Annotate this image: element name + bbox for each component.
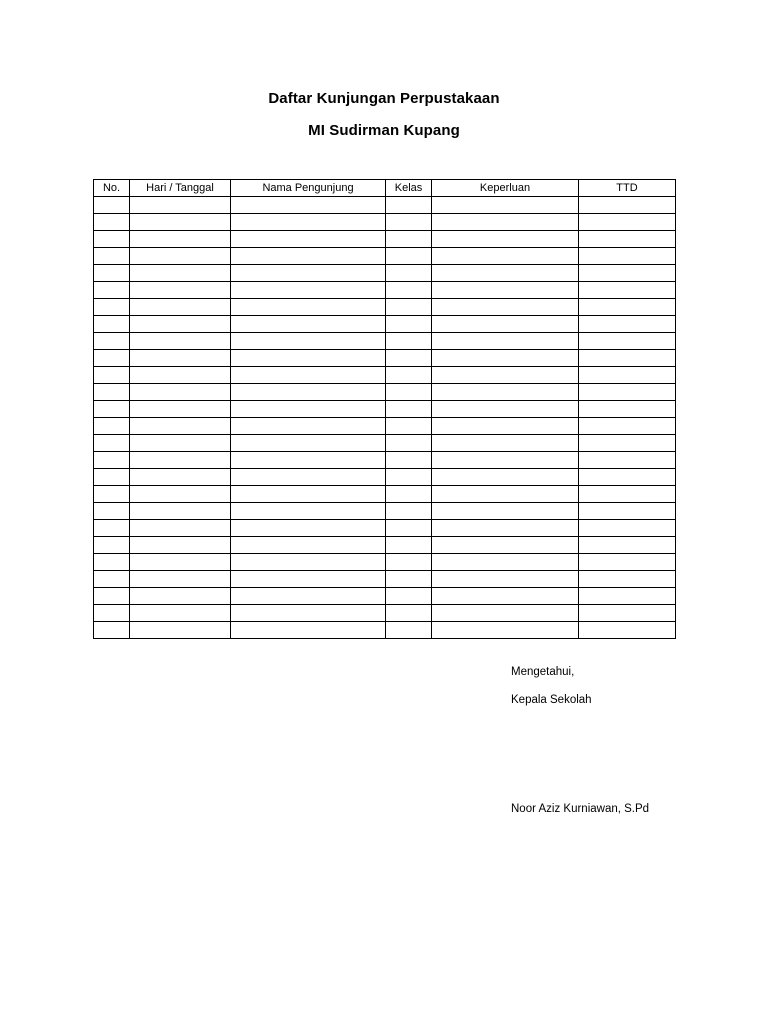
table-cell bbox=[579, 350, 676, 367]
table-cell bbox=[94, 435, 130, 452]
table-cell bbox=[579, 622, 676, 639]
table-cell bbox=[94, 588, 130, 605]
table-cell bbox=[231, 418, 386, 435]
table-cell bbox=[231, 605, 386, 622]
table-cell bbox=[130, 367, 231, 384]
table-row bbox=[94, 384, 676, 401]
table-cell bbox=[94, 316, 130, 333]
table-cell bbox=[94, 384, 130, 401]
table-row bbox=[94, 197, 676, 214]
table-row bbox=[94, 435, 676, 452]
table-cell bbox=[432, 588, 579, 605]
table-cell bbox=[386, 214, 432, 231]
table-cell bbox=[231, 265, 386, 282]
table-cell bbox=[579, 452, 676, 469]
table-cell bbox=[231, 231, 386, 248]
table-cell bbox=[386, 197, 432, 214]
visitor-log-table bbox=[93, 179, 676, 639]
table-cell bbox=[579, 520, 676, 537]
table-row bbox=[94, 350, 676, 367]
table-cell bbox=[130, 435, 231, 452]
table-cell bbox=[579, 231, 676, 248]
table-cell bbox=[231, 384, 386, 401]
table-cell bbox=[130, 282, 231, 299]
table-cell bbox=[432, 401, 579, 418]
table-cell bbox=[386, 418, 432, 435]
table-cell bbox=[94, 418, 130, 435]
table-cell bbox=[231, 333, 386, 350]
table-cell bbox=[94, 333, 130, 350]
table-cell bbox=[94, 622, 130, 639]
table-cell bbox=[231, 248, 386, 265]
acknowledged-label: Mengetahui, bbox=[511, 666, 575, 678]
table-cell bbox=[94, 571, 130, 588]
table-cell bbox=[94, 554, 130, 571]
table-row bbox=[94, 452, 676, 469]
table-cell bbox=[130, 418, 231, 435]
table-cell bbox=[386, 350, 432, 367]
table-cell bbox=[231, 299, 386, 316]
table-cell bbox=[432, 333, 579, 350]
table-cell bbox=[432, 316, 579, 333]
table-cell bbox=[579, 299, 676, 316]
document-title: Daftar Kunjungan Perpustakaan bbox=[268, 90, 500, 107]
table-cell bbox=[386, 231, 432, 248]
table-cell bbox=[432, 503, 579, 520]
table-row bbox=[94, 503, 676, 520]
table-cell bbox=[432, 248, 579, 265]
table-cell bbox=[386, 588, 432, 605]
table-row bbox=[94, 316, 676, 333]
table-cell bbox=[231, 197, 386, 214]
table-cell bbox=[94, 520, 130, 537]
table-cell bbox=[94, 452, 130, 469]
table-cell bbox=[94, 367, 130, 384]
column-header-purpose: Keperluan bbox=[432, 180, 579, 197]
table-cell bbox=[130, 316, 231, 333]
table-cell bbox=[231, 316, 386, 333]
table-row bbox=[94, 554, 676, 571]
table-cell bbox=[579, 486, 676, 503]
table-cell bbox=[130, 469, 231, 486]
table-cell bbox=[231, 452, 386, 469]
table-cell bbox=[94, 248, 130, 265]
table-cell bbox=[386, 605, 432, 622]
table-row bbox=[94, 418, 676, 435]
table-cell bbox=[579, 418, 676, 435]
table-cell bbox=[432, 469, 579, 486]
principal-name: Noor Aziz Kurniawan, S.Pd bbox=[511, 803, 650, 815]
table-cell bbox=[432, 299, 579, 316]
table-cell bbox=[130, 197, 231, 214]
table-header-row bbox=[94, 180, 676, 197]
table-cell bbox=[94, 265, 130, 282]
table-cell bbox=[94, 299, 130, 316]
table-cell bbox=[386, 520, 432, 537]
table-cell bbox=[386, 571, 432, 588]
table-cell bbox=[579, 367, 676, 384]
table-cell bbox=[130, 452, 231, 469]
table-cell bbox=[231, 588, 386, 605]
table-row bbox=[94, 333, 676, 350]
table-row bbox=[94, 299, 676, 316]
table-cell bbox=[130, 384, 231, 401]
table-cell bbox=[94, 605, 130, 622]
table-row bbox=[94, 214, 676, 231]
table-cell bbox=[94, 503, 130, 520]
table-row bbox=[94, 537, 676, 554]
table-cell bbox=[231, 554, 386, 571]
table-cell bbox=[432, 214, 579, 231]
table-cell bbox=[386, 537, 432, 554]
table-cell bbox=[386, 435, 432, 452]
table-row bbox=[94, 469, 676, 486]
table-cell bbox=[432, 554, 579, 571]
table-row bbox=[94, 571, 676, 588]
principal-role: Kepala Sekolah bbox=[511, 694, 592, 706]
table-cell bbox=[231, 503, 386, 520]
table-cell bbox=[386, 316, 432, 333]
table-row bbox=[94, 588, 676, 605]
table-cell bbox=[231, 435, 386, 452]
table-row bbox=[94, 367, 676, 384]
table-cell bbox=[130, 520, 231, 537]
table-cell bbox=[130, 401, 231, 418]
column-header-visitor-name: Nama Pengunjung bbox=[231, 180, 386, 197]
table-cell bbox=[130, 231, 231, 248]
table-row bbox=[94, 520, 676, 537]
table-cell bbox=[231, 401, 386, 418]
table-body bbox=[94, 197, 676, 639]
table-cell bbox=[94, 231, 130, 248]
table-cell bbox=[579, 588, 676, 605]
table-cell bbox=[94, 401, 130, 418]
table-cell bbox=[579, 571, 676, 588]
table-cell bbox=[231, 214, 386, 231]
table-cell bbox=[231, 367, 386, 384]
table-cell bbox=[579, 435, 676, 452]
table-cell bbox=[432, 452, 579, 469]
column-header-no: No. bbox=[94, 180, 130, 197]
table-cell bbox=[130, 537, 231, 554]
table-cell bbox=[130, 554, 231, 571]
table-cell bbox=[94, 214, 130, 231]
table-cell bbox=[231, 571, 386, 588]
table-cell bbox=[579, 469, 676, 486]
table-cell bbox=[432, 367, 579, 384]
table-cell bbox=[130, 605, 231, 622]
table-cell bbox=[386, 367, 432, 384]
school-name: MI Sudirman Kupang bbox=[308, 122, 460, 139]
table-cell bbox=[130, 248, 231, 265]
table-cell bbox=[432, 231, 579, 248]
table-cell bbox=[579, 197, 676, 214]
table-cell bbox=[579, 384, 676, 401]
table-cell bbox=[94, 197, 130, 214]
table-row bbox=[94, 622, 676, 639]
table-cell bbox=[130, 333, 231, 350]
table-cell bbox=[231, 537, 386, 554]
table-cell bbox=[231, 622, 386, 639]
table-cell bbox=[231, 486, 386, 503]
table-cell bbox=[579, 214, 676, 231]
table-cell bbox=[579, 401, 676, 418]
table-cell bbox=[386, 333, 432, 350]
table-cell bbox=[231, 469, 386, 486]
table-cell bbox=[432, 350, 579, 367]
table-row bbox=[94, 486, 676, 503]
table-cell bbox=[579, 265, 676, 282]
table-cell bbox=[386, 452, 432, 469]
table-cell bbox=[432, 384, 579, 401]
table-cell bbox=[579, 248, 676, 265]
table-cell bbox=[130, 214, 231, 231]
table-cell bbox=[579, 316, 676, 333]
table-cell bbox=[130, 350, 231, 367]
table-cell bbox=[432, 622, 579, 639]
table-cell bbox=[432, 282, 579, 299]
table-cell bbox=[432, 435, 579, 452]
table-cell bbox=[579, 605, 676, 622]
table-row bbox=[94, 231, 676, 248]
table-row bbox=[94, 248, 676, 265]
table-cell bbox=[579, 537, 676, 554]
table-cell bbox=[130, 486, 231, 503]
column-header-date: Hari / Tanggal bbox=[130, 180, 231, 197]
table-cell bbox=[432, 197, 579, 214]
table-cell bbox=[386, 299, 432, 316]
table-cell bbox=[432, 486, 579, 503]
table-cell bbox=[130, 571, 231, 588]
column-header-signature: TTD bbox=[579, 180, 676, 197]
column-header-class: Kelas bbox=[386, 180, 432, 197]
table-cell bbox=[579, 282, 676, 299]
table-cell bbox=[579, 554, 676, 571]
table-row bbox=[94, 401, 676, 418]
table-cell bbox=[386, 469, 432, 486]
table-cell bbox=[386, 401, 432, 418]
table-cell bbox=[386, 486, 432, 503]
table-cell bbox=[130, 588, 231, 605]
table-cell bbox=[386, 622, 432, 639]
table-cell bbox=[386, 265, 432, 282]
table-cell bbox=[94, 469, 130, 486]
table-cell bbox=[94, 537, 130, 554]
table-cell bbox=[386, 282, 432, 299]
table-cell bbox=[130, 299, 231, 316]
table-cell bbox=[231, 350, 386, 367]
table-cell bbox=[130, 622, 231, 639]
table-cell bbox=[432, 520, 579, 537]
table-cell bbox=[432, 418, 579, 435]
table-cell bbox=[130, 265, 231, 282]
table-cell bbox=[579, 503, 676, 520]
table-row bbox=[94, 282, 676, 299]
table-cell bbox=[386, 384, 432, 401]
table-row bbox=[94, 605, 676, 622]
table-cell bbox=[94, 486, 130, 503]
table-row bbox=[94, 265, 676, 282]
table-cell bbox=[432, 265, 579, 282]
table-cell bbox=[231, 282, 386, 299]
table-cell bbox=[579, 333, 676, 350]
table-cell bbox=[386, 248, 432, 265]
table-cell bbox=[231, 520, 386, 537]
table-cell bbox=[432, 537, 579, 554]
table-cell bbox=[94, 282, 130, 299]
table-cell bbox=[386, 503, 432, 520]
table-cell bbox=[130, 503, 231, 520]
table-cell bbox=[94, 350, 130, 367]
table-cell bbox=[386, 554, 432, 571]
table-cell bbox=[432, 605, 579, 622]
table-cell bbox=[432, 571, 579, 588]
